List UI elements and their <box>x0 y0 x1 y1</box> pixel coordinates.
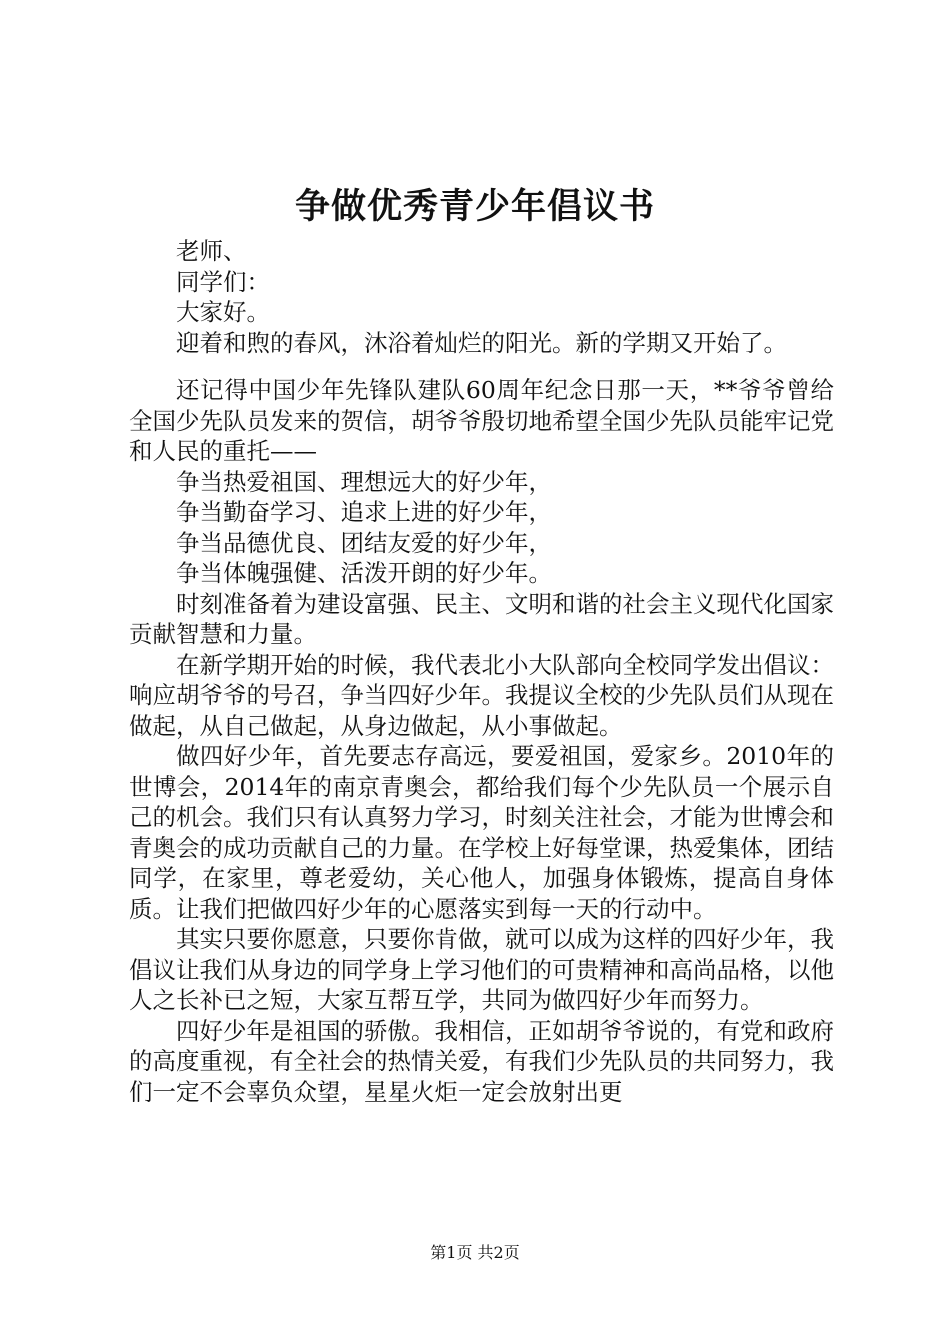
paragraph-proposal: 在新学期开始的时候，我代表北小大队部向全校同学发出倡议：响应胡爷爷的号召，争当四好少年。我提议全校的少先队员们从现在做起，从自己做起，从身边做起，从小事做起。 <box>129 650 834 740</box>
greeting-hello: 大家好。 <box>176 298 270 326</box>
slogan-line-3: 争当品德优良、团结友爱的好少年， <box>176 528 552 557</box>
paragraph-anniversary: 还记得中国少年先锋队建队60周年纪念日那一天，**爷爷曾给全国少先队员发来的贺信，胡爷爷殷切地希望全国少先队员能牢记党和人民的重托—— <box>129 376 834 465</box>
paragraph-pride: 四好少年是祖国的骄傲。我相信，正如胡爷爷说的，有党和政府的高度重视，有全社会的热情关爱，有我们少先队员的共同努力，我们一定不会辜负众望，星星火炬一定会放射出更 <box>129 1016 834 1106</box>
slogan-line-1: 争当热爱祖国、理想远大的好少年， <box>176 467 552 496</box>
document-title: 争做优秀青少年倡议书 <box>294 187 655 227</box>
greeting-students: 同学们： <box>176 267 270 296</box>
paragraph-intro: 迎着和煦的春风，沐浴着灿烂的阳光。新的学期又开始了。 <box>176 328 787 357</box>
paragraph-prepare: 时刻准备着为建设富强、民主、文明和谐的社会主义现代化国家贡献智慧和力量。 <box>129 589 834 648</box>
greeting-teachers: 老师、 <box>176 237 247 265</box>
slogan-line-4: 争当体魄强健、活泼开朗的好少年。 <box>176 559 552 587</box>
paragraph-willing: 其实只要你愿意，只要你肯做，就可以成为这样的四好少年，我倡议让我们从身边的同学身上学习他们的可贵精神和高尚品格，以他人之长补已之短，大家互帮互学，共同为做四好少年而努力。 <box>129 925 834 1014</box>
document-body <box>129 236 834 1107</box>
slogan-line-2: 争当勤奋学习、追求上进的好少年， <box>176 498 552 526</box>
page-number-footer: 第1页 共2页 <box>430 1243 520 1262</box>
paragraph-four-goods: 做四好少年，首先要志存高远，要爱祖国，爱家乡。2010年的世博会，2014年的南京青奥会，都给我们每个少先队员一个展示自己的机会。我们只有认真努力学习，时刻关注社会，才能为世博会和青奥会的成功贡献自己的力量。在学校上好每堂课，热爱集体，团结同学，在家里，尊老爱幼，关心他人，加强身体锻炼，提高自身体质。让我们把做四好少年的心愿落实到每一天的行动中。 <box>129 742 834 923</box>
